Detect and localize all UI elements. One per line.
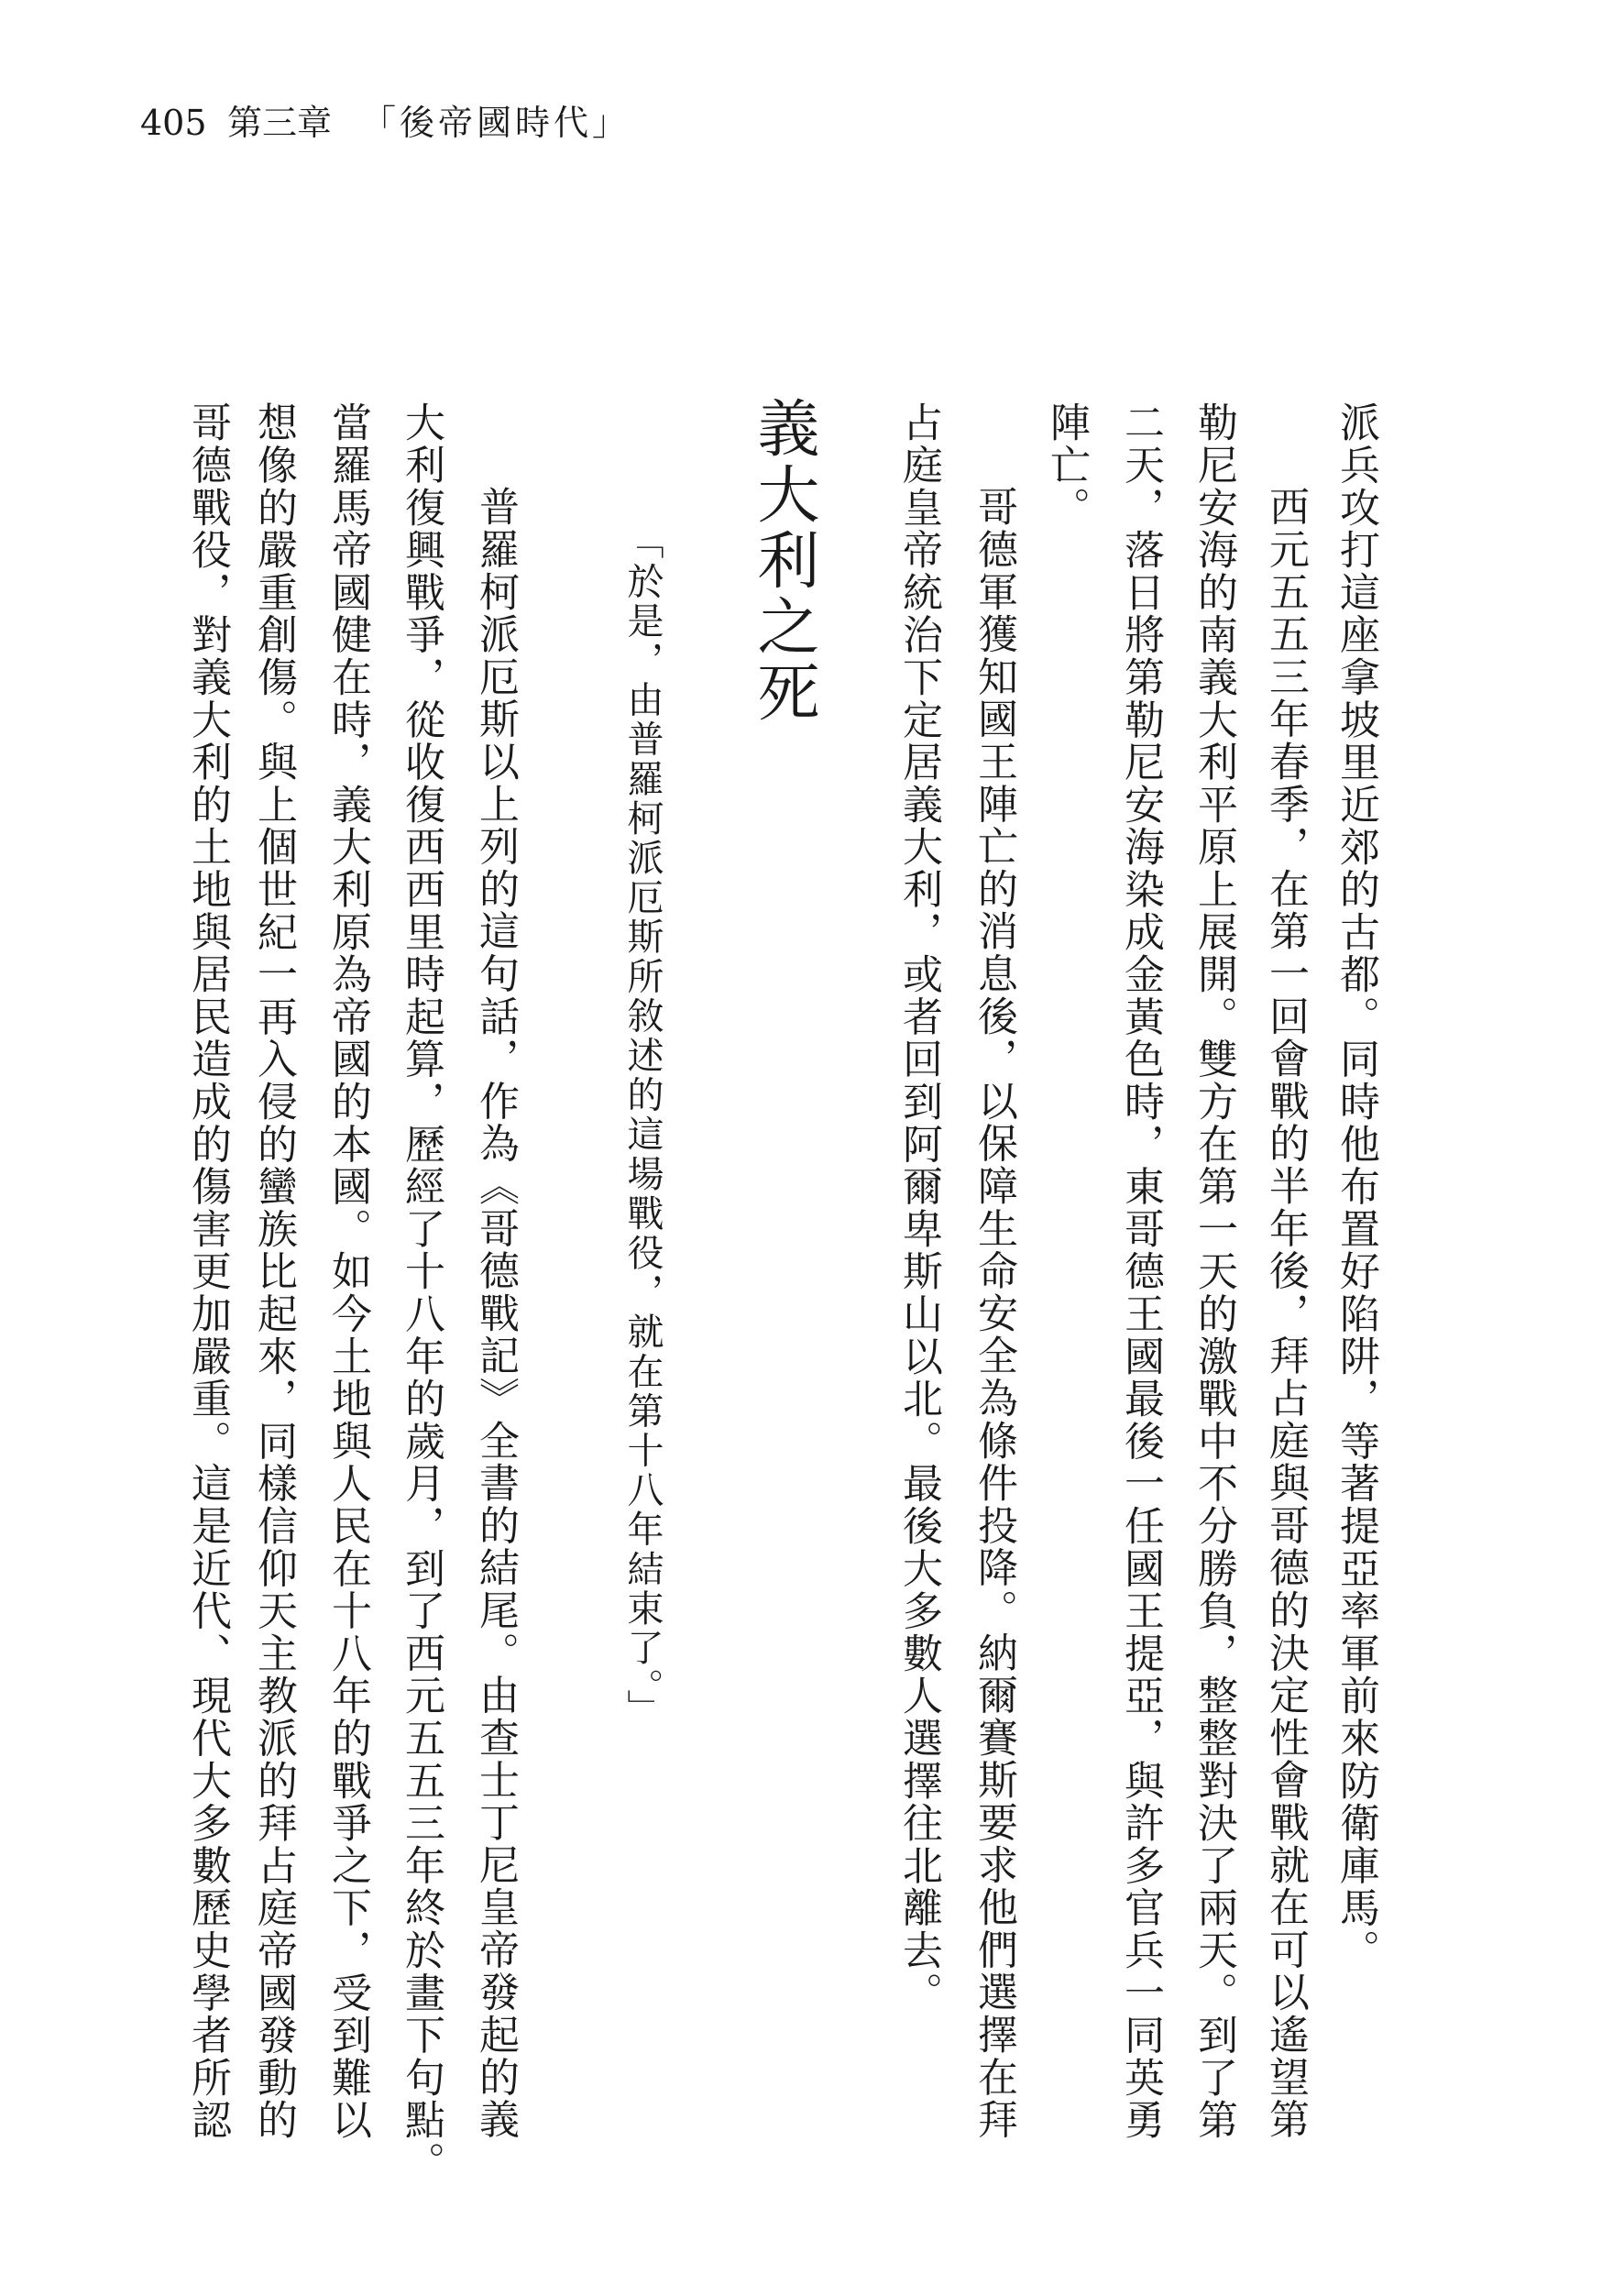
body-line: 普羅柯派厄斯以上列的這句話，作為《哥德戰記》全書的結尾。由查士丁尼皇帝發起的義 <box>472 486 519 2141</box>
body-line: 想像的嚴重創傷。與上個世紀一再入侵的蠻族比起來，同樣信仰天主教派的拜占庭帝國發動的 <box>250 401 297 2142</box>
body-line: 勒尼安海的南義大利平原上展開。雙方在第一天的激戰中不分勝負，整整對決了兩天。到了第 <box>1191 401 1237 2142</box>
body-line: 二天，落日將第勒尼安海染成金黃色時，東哥德王國最後一任國王提亞，與許多官兵一同英勇 <box>1117 401 1164 2142</box>
body-line: 派兵攻打這座拿坡里近郊的古都。同時他布置好陷阱，等著提亞率軍前來防衛庫馬。 <box>1333 401 1379 1972</box>
body-line: 哥德戰役，對義大利的土地與居民造成的傷害更加嚴重。這是近代、現代大多數歷史學者所認 <box>184 401 231 2142</box>
body-line: 哥德軍獲知國王陣亡的消息後，以保障生命安全為條件投降。納爾賽斯要求他們選擇在拜 <box>971 486 1017 2141</box>
body-line: 大利復興戰爭，從收復西西里時起算，歷經了十八年的歲月，到了西元五五三年終於畫下句點。 <box>398 401 444 2184</box>
body-line: 西元五五三年春季，在第一回會戰的半年後，拜占庭與哥德的決定性會戰就在可以遙望第 <box>1262 486 1309 2141</box>
section-heading: 義大利之死 <box>747 396 819 726</box>
chapter-title: 「後帝國時代」 <box>361 103 631 143</box>
page-number: 405 <box>140 103 207 143</box>
body-line: 陣亡。 <box>1043 401 1090 529</box>
block-quote: 「於是，由普羅柯派厄斯所敘述的這場戰役，就在第十八年結束了。」 <box>621 522 664 1729</box>
body-line: 當羅馬帝國健在時，義大利原為帝國的本國。如今土地與人民在十八年的戰爭之下，受到難以 <box>324 401 371 2142</box>
chapter-label: 第三章 <box>227 103 333 143</box>
body-line: 占庭皇帝統治下定居義大利，或者回到阿爾卑斯山以北。最後大多數人選擇往北離去。 <box>895 401 942 2015</box>
